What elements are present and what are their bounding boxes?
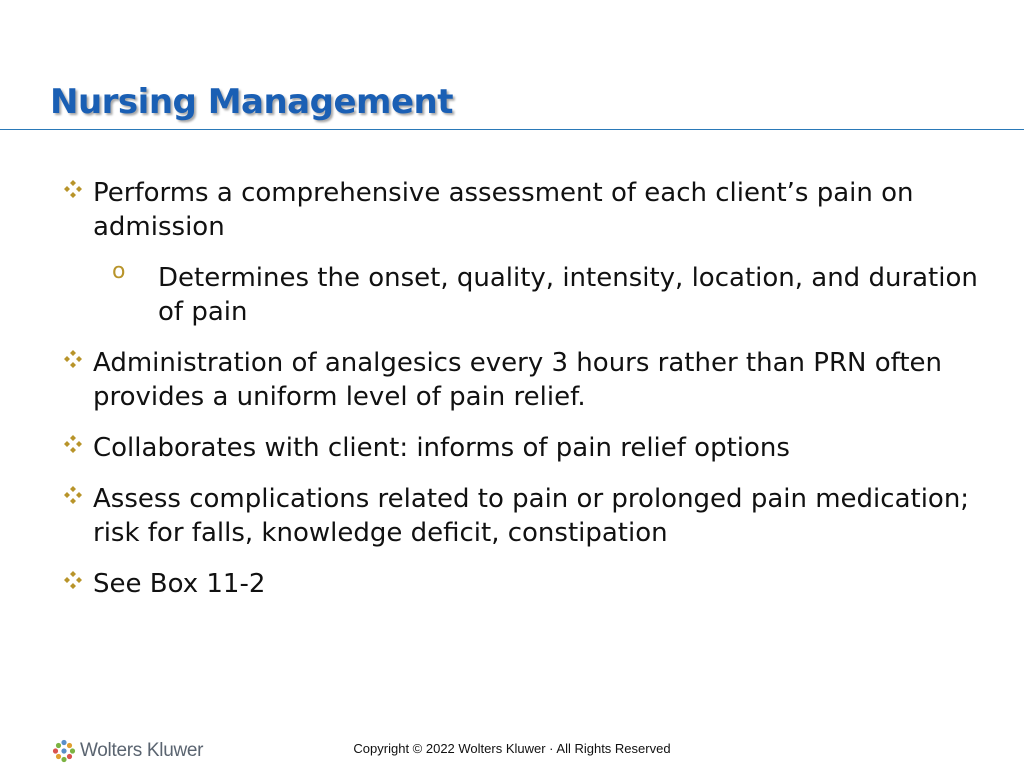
- bullet-item: [62, 482, 1002, 550]
- copyright-notice: Copyright © 2022 Wolters Kluwer · All Rights Reserved: [353, 741, 671, 756]
- bullet-text: Performs a comprehensive assessment of each client’s pain on admission: [93, 178, 914, 242]
- diamond-cluster-icon: [63, 179, 83, 199]
- bullet-text: Determines the onset, quality, intensity, location, and duration of pain: [158, 263, 978, 327]
- bullet-item: [62, 567, 1002, 601]
- bullet-text: Administration of analgesics every 3 hours rather than PRN often provides a uniform level of pain relief.: [93, 348, 942, 412]
- logo-text: Wolters Kluwer: [80, 740, 204, 761]
- diamond-cluster-icon: [63, 434, 83, 454]
- bullet-text: See Box 11-2: [93, 569, 266, 599]
- bullet-item: [62, 431, 1002, 465]
- circle-o-icon: o: [112, 259, 126, 284]
- diamond-cluster-icon: [63, 485, 83, 505]
- title-divider: [0, 129, 1024, 130]
- bullet-item: [62, 176, 1002, 244]
- bullet-list: [62, 176, 1002, 618]
- bullet-text: Collaborates with client: informs of pain relief options: [93, 433, 790, 463]
- diamond-cluster-icon: [63, 570, 83, 590]
- bullet-text: Assess complications related to pain or prolonged pain medication; risk for falls, knowledge deficit, constipation: [93, 484, 970, 548]
- sub-bullet-item: [62, 261, 1002, 329]
- slide-title: Nursing Management: [50, 82, 453, 122]
- bullet-item: [62, 346, 1002, 414]
- diamond-cluster-icon: [63, 349, 83, 369]
